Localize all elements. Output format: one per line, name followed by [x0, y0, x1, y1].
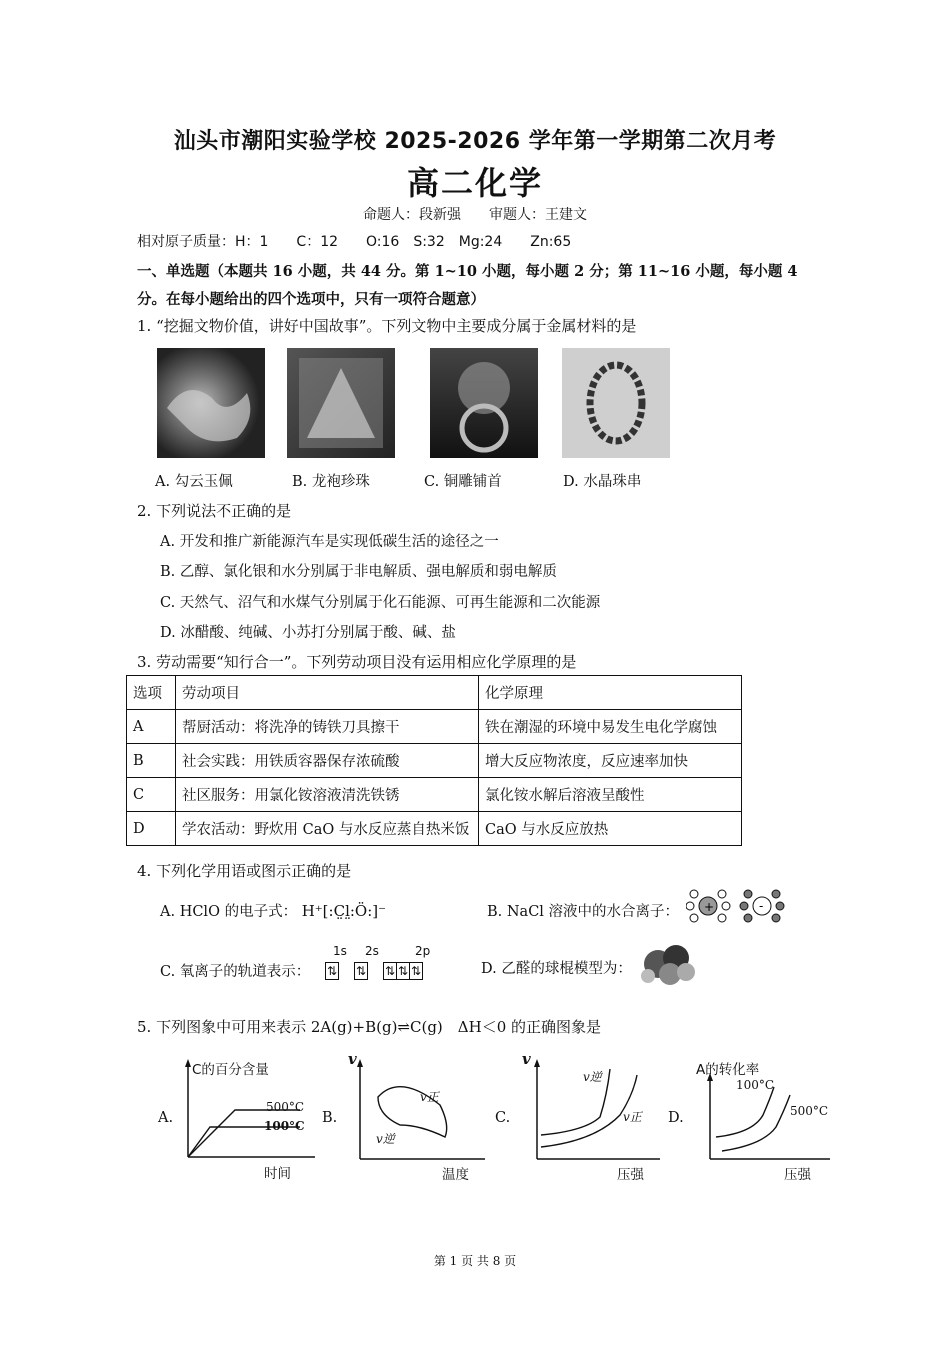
svg-text:-: - — [759, 899, 764, 913]
table-cell: C — [127, 778, 176, 812]
table-row — [127, 710, 742, 744]
q1-option-a: A. 勾云玉佩 — [155, 474, 233, 490]
q1-option-d: D. 水晶珠串 — [563, 474, 642, 490]
q4-option-b — [487, 900, 679, 921]
hclo-electron-formula: H⁺[:C̤l̤:Ö:]⁻ — [301, 902, 387, 920]
graph-c-xlabel: 压强 — [617, 1167, 644, 1183]
graph-c-letter: C. — [495, 1110, 511, 1126]
graph-d-xlabel: 压强 — [784, 1167, 811, 1183]
graph-b — [350, 1055, 490, 1180]
orbital-2s-label: 2s — [365, 944, 379, 958]
graph-c-ylabel: v — [522, 1050, 531, 1068]
table-cell: 铁在潮湿的环境中易发生电化学腐蚀 — [479, 710, 742, 744]
table-cell: B — [127, 744, 176, 778]
q4-option-d: D. 乙醛的球棍模型为： — [481, 961, 632, 977]
exam-title: 汕头市潮阳实验学校 2025-2026 学年第一学期第二次月考 — [173, 129, 777, 154]
graph-d-letter: D. — [668, 1110, 684, 1126]
q4-option-c: C. 氧离子的轨道表示： — [160, 964, 311, 980]
q4-option-b-label: B. NaCl 溶液中的水合离子： — [487, 904, 680, 920]
q1-stem: 1. “挖掘文物价值，讲好中国故事”。下列文物中主要成分属于金属材料的是 — [137, 317, 637, 335]
hydrated-ions-icon — [686, 884, 786, 928]
graph-a-curve-500: 500°C — [266, 1100, 305, 1114]
graph-a-ylabel: C的百分含量 — [192, 1062, 269, 1078]
crystal-beads-image — [562, 348, 670, 458]
table-cell: D — [127, 812, 176, 846]
graph-a-curve-100: 100°C — [264, 1119, 305, 1133]
graph-d-curve-500: 500°C — [790, 1104, 829, 1118]
q3-table — [126, 675, 742, 846]
q2-option-b: B. 乙醇、氯化银和水分别属于非电解质、强电解质和弱电解质 — [160, 564, 557, 580]
graph-d-ylabel: A的转化率 — [696, 1062, 760, 1078]
table-cell: A — [127, 710, 176, 744]
q2-option-d: D. 冰醋酸、纯碱、小苏打分别属于酸、碱、盐 — [160, 625, 456, 641]
dragon-robe-pearl-image — [287, 348, 395, 458]
jade-pendant-image — [157, 348, 265, 458]
table-row — [127, 744, 742, 778]
q5-stem: 5. 下列图象中可用来表示 2A(g)+B(g)⇌C(g) ΔH＜0 的正确图象是 — [137, 1018, 602, 1036]
graph-a-xlabel: 时间 — [264, 1166, 291, 1182]
table-header: 劳动项目 — [176, 676, 479, 710]
table-row — [127, 778, 742, 812]
graph-c-curve-reverse: v逆 — [583, 1070, 602, 1084]
table-cell: 帮厨活动：将洗净的铸铁刀具擦干 — [176, 710, 479, 744]
subject-title: 高二化学 — [406, 164, 543, 202]
orbital-1s-label: 1s — [333, 944, 347, 958]
svg-text:+: + — [704, 900, 715, 914]
graph-b-xlabel: 温度 — [442, 1167, 469, 1183]
q2-stem: 2. 下列说法不正确的是 — [137, 502, 292, 520]
bronze-knocker-image — [430, 348, 538, 458]
table-cell: 氯化铵水解后溶液呈酸性 — [479, 778, 742, 812]
table-header-row — [127, 676, 742, 710]
atomic-masses: 相对原子质量：H：1 C：12 O:16 S:32 Mg:24 Zn:65 — [137, 234, 572, 250]
graph-d-curve-100: 100°C — [736, 1078, 775, 1092]
table-header: 化学原理 — [479, 676, 742, 710]
q1-option-b: B. 龙袍珍珠 — [292, 474, 370, 490]
graph-b-curve-forward: v正 — [420, 1090, 439, 1104]
table-cell: CaO 与水反应放热 — [479, 812, 742, 846]
authors-line: 命题人：段新强 审题人：王建文 — [363, 207, 587, 223]
table-header: 选项 — [127, 676, 176, 710]
graph-b-curve-reverse: v逆 — [376, 1132, 395, 1146]
q2-option-c: C. 天然气、沼气和水煤气分别属于化石能源、可再生能源和二次能源 — [160, 595, 601, 611]
orbital-2p-label: 2p — [415, 944, 431, 958]
q2-option-a: A. 开发和推广新能源汽车是实现低碳生活的途径之一 — [160, 534, 499, 550]
table-cell: 社会实践：用铁质容器保存浓硫酸 — [176, 744, 479, 778]
graph-b-letter: B. — [322, 1110, 338, 1126]
section-heading: 一、单选题（本题共 16 小题，共 44 分。第 1~10 小题，每小题 2 分；第 11~16 小题，每小题 4 分。在每小题给出的四个选项中，只有一项符合题意） — [137, 263, 798, 308]
graph-a-letter: A. — [158, 1110, 174, 1126]
graph-b-ylabel: v — [348, 1050, 357, 1068]
table-cell: 增大反应物浓度，反应速率加快 — [479, 744, 742, 778]
q4-option-a — [160, 900, 386, 921]
table-cell: 学农活动：野炊用 CaO 与水反应蒸自热米饭 — [176, 812, 479, 846]
page-number: 第 1 页 共 8 页 — [433, 1254, 517, 1268]
acetaldehyde-model-icon — [640, 942, 696, 988]
q1-option-c: C. 铜雕铺首 — [424, 474, 502, 490]
graph-c-curve-forward: v正 — [623, 1110, 642, 1124]
q4-stem: 4. 下列化学用语或图示正确的是 — [137, 862, 352, 880]
q3-stem: 3. 劳动需要“知行合一”。下列劳动项目没有运用相应化学原理的是 — [137, 653, 577, 671]
table-cell: 社区服务：用氯化铵溶液清洗铁锈 — [176, 778, 479, 812]
table-row — [127, 812, 742, 846]
q4-option-a-label: A. HClO 的电子式： — [160, 904, 298, 920]
